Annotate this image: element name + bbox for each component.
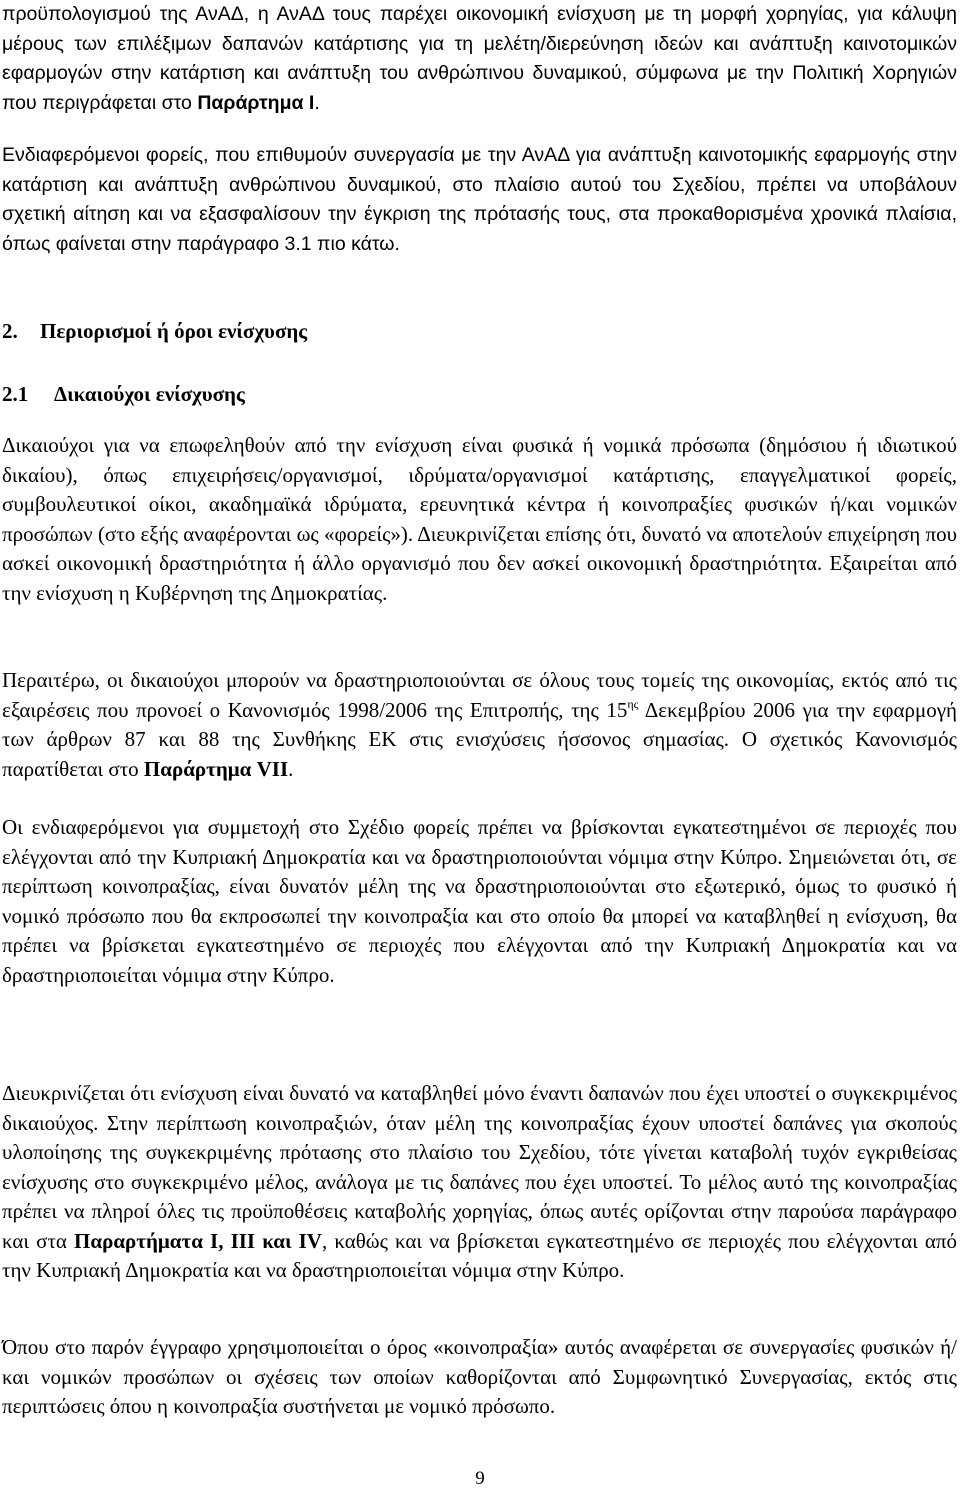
paragraph-end: . — [288, 756, 294, 781]
annex-reference: Παράρτημα VII — [143, 756, 289, 781]
annex-reference: Παράρτημα Ι — [197, 91, 315, 114]
ordinal-superscript: ης — [627, 696, 639, 711]
paragraph-text: προϋπολογισμού της ΑνΑΔ, η ΑνΑΔ τους παρέχει οικονομική ενίσχυση με τη μορφή χορηγίας, για κάλυψη μέρους των επιλέξιμων δαπανών κατάρτισης για τη μελέτη/διερεύνηση ιδεών και ανάπτυξη καινοτομικών εφαρμογών στην κατάρτιση και ανάπτυξη του ανθρώπινου δυναμικού, σύμφωνα με την Πολιτική Χορηγιών που περιγράφεται στο — [2, 3, 957, 114]
paragraph-text: Διευκρινίζεται ότι ενίσχυση είναι δυνατό να καταβληθεί μόνο έναντι δαπανών που έχει υποστεί ο συγκεκριμένος δικαιούχος. Στην περίπτωση κοινοπραξιών, όταν μέλη της κοινοπραξίας έχουν υποστεί δαπάνες για σκοπούς υλοποίησης της συγκεκριμένης πρότασης στο πλαίσιο του Σχεδίου, τότε γίνεται καταβολή τυχόν εγκριθείσας ενίσχυσης στο συγκεκριμένο μέλος, ανάλογα με τις δαπάνες που έχει υποστεί. Το μέλος αυτό της κοινοπραξίας πρέπει να πληροί όλες τις προϋποθέσεις καταβολής χορηγίας, όπως αυτές ορίζονται στην παρούσα παράγραφο και στα — [2, 1081, 957, 1253]
paragraph-end: . — [314, 91, 320, 114]
paragraph-budget-sponsorship — [2, 0, 957, 118]
annex-reference: Παραρτήματα Ι, ΙΙΙ και IV — [74, 1228, 322, 1253]
paragraph-interested-bodies: Ενδιαφερόμενοι φορείς, που επιθυμούν συνεργασία με την ΑνΑΔ για ανάπτυξη καινοτομικής εφαρμογής στην κατάρτιση και ανάπτυξη ανθρώπινου δυναμικού, στο πλαίσιο αυτού του Σχεδίου, πρέπει να υποβάλουν σχετική αίτηση και να εξασφαλίσουν την έγκριση της πρότασής τους, στα προκαθορισμένα χρονικά πλαίσια, όπως φαίνεται στην παράγραφο 3.1 πιο κάτω. — [2, 144, 957, 255]
page-number: 9 — [475, 1468, 485, 1489]
paragraph-text: Δεκεμβρίου 2006 για την εφαρμογή των άρθρων 87 και 88 της Συνθήκης ΕΚ στις ενισχύσεις ήσσονος σημασίας. Ο σχετικός Κανονισμός παρατίθεται στο — [2, 697, 957, 781]
paragraph-text: , καθώς και να βρίσκεται εγκατεστημένο σε περιοχές που ελέγχονται από την Κυπριακή Δημοκρατία και να δραστηριοποιείται νόμιμα στην Κύπρο. — [2, 1228, 957, 1282]
paragraph-sectors — [2, 666, 957, 784]
paragraph-consortium-definition: Όπου στο παρόν έγγραφο χρησιμοποιείται ο όρος «κοινοπραξία» αυτός αναφέρεται σε συνεργασίες φυσικών ή/και νομικών προσώπων οι σχέσεις των οποίων καθορίζονται από Συμφωνητικό Συνεργασίας, εκτός στις περιπτώσεις όπου η κοινοπραξία συστήνεται με νομικό πρόσωπο. — [2, 1335, 957, 1418]
subsection-heading — [2, 380, 245, 408]
section-title: Περιορισμοί ή όροι ενίσχυσης — [40, 319, 308, 343]
section-heading — [2, 317, 307, 345]
paragraph-establishment: Οι ενδιαφερόμενοι για συμμετοχή στο Σχέδιο φορείς πρέπει να βρίσκονται εγκατεστημένοι σε περιοχές που ελέγχονται από την Κυπριακή Δημοκρατία και να δραστηριοποιούνται νόμιμα στην Κύπρο. Σημειώνεται ότι, σε περίπτωση κοινοπραξίας, είναι δυνατόν μέλη της να δραστηριοποιούνται στο εξωτερικό, όμως το φυσικό ή νομικό πρόσωπο που θα εκπροσωπεί την κοινοπραξία και στο οποίο θα μπορεί να καταβληθεί η ενίσχυση, θα πρέπει να βρίσκεται εγκατεστημένο σε περιοχές που ελέγχονται από την Κυπριακή Δημοκρατία και να δραστηριοποιείται νόμιμα στην Κύπρο. — [2, 815, 957, 987]
subsection-number: 2.1 — [2, 382, 29, 406]
section-number: 2. — [2, 319, 18, 343]
paragraph-beneficiaries: Δικαιούχοι για να επωφεληθούν από την ενίσχυση είναι φυσικά ή νομικά πρόσωπα (δημόσιου ή ιδιωτικού δικαίου), όπως επιχειρήσεις/οργανισμοί, ιδρύματα/οργανισμοί κατάρτισης, επαγγελματικοί φορείς, συμβουλευτικοί οίκοι, ακαδημαϊκά ιδρύματα, ερευνητικά κέντρα ή κοινοπραξίες φυσικών ή/και νομικών προσώπων (στο εξής αναφέρονται ως «φορείς»). Διευκρινίζεται επίσης ότι, δυνατό να αποτελούν επιχείρηση που ασκεί οικονομική δραστηριότητα ή άλλο οργανισμό που δεν ασκεί οικονομική δραστηριότητα. Εξαιρείται από την ενίσχυση η Κυβέρνηση της Δημοκρατίας. — [2, 433, 957, 605]
paragraph-text: Περαιτέρω, οι δικαιούχοι μπορούν να δραστηριοποιούνται σε όλους τους τομείς της οικονομίας, εκτός από τις εξαιρέσεις που προνοεί ο Κανονισμός 1998/2006 της Επιτροπής, της 15 — [2, 668, 957, 722]
subsection-title: Δικαιούχοι ενίσχυσης — [54, 382, 245, 406]
paragraph-expenses — [2, 1079, 957, 1286]
